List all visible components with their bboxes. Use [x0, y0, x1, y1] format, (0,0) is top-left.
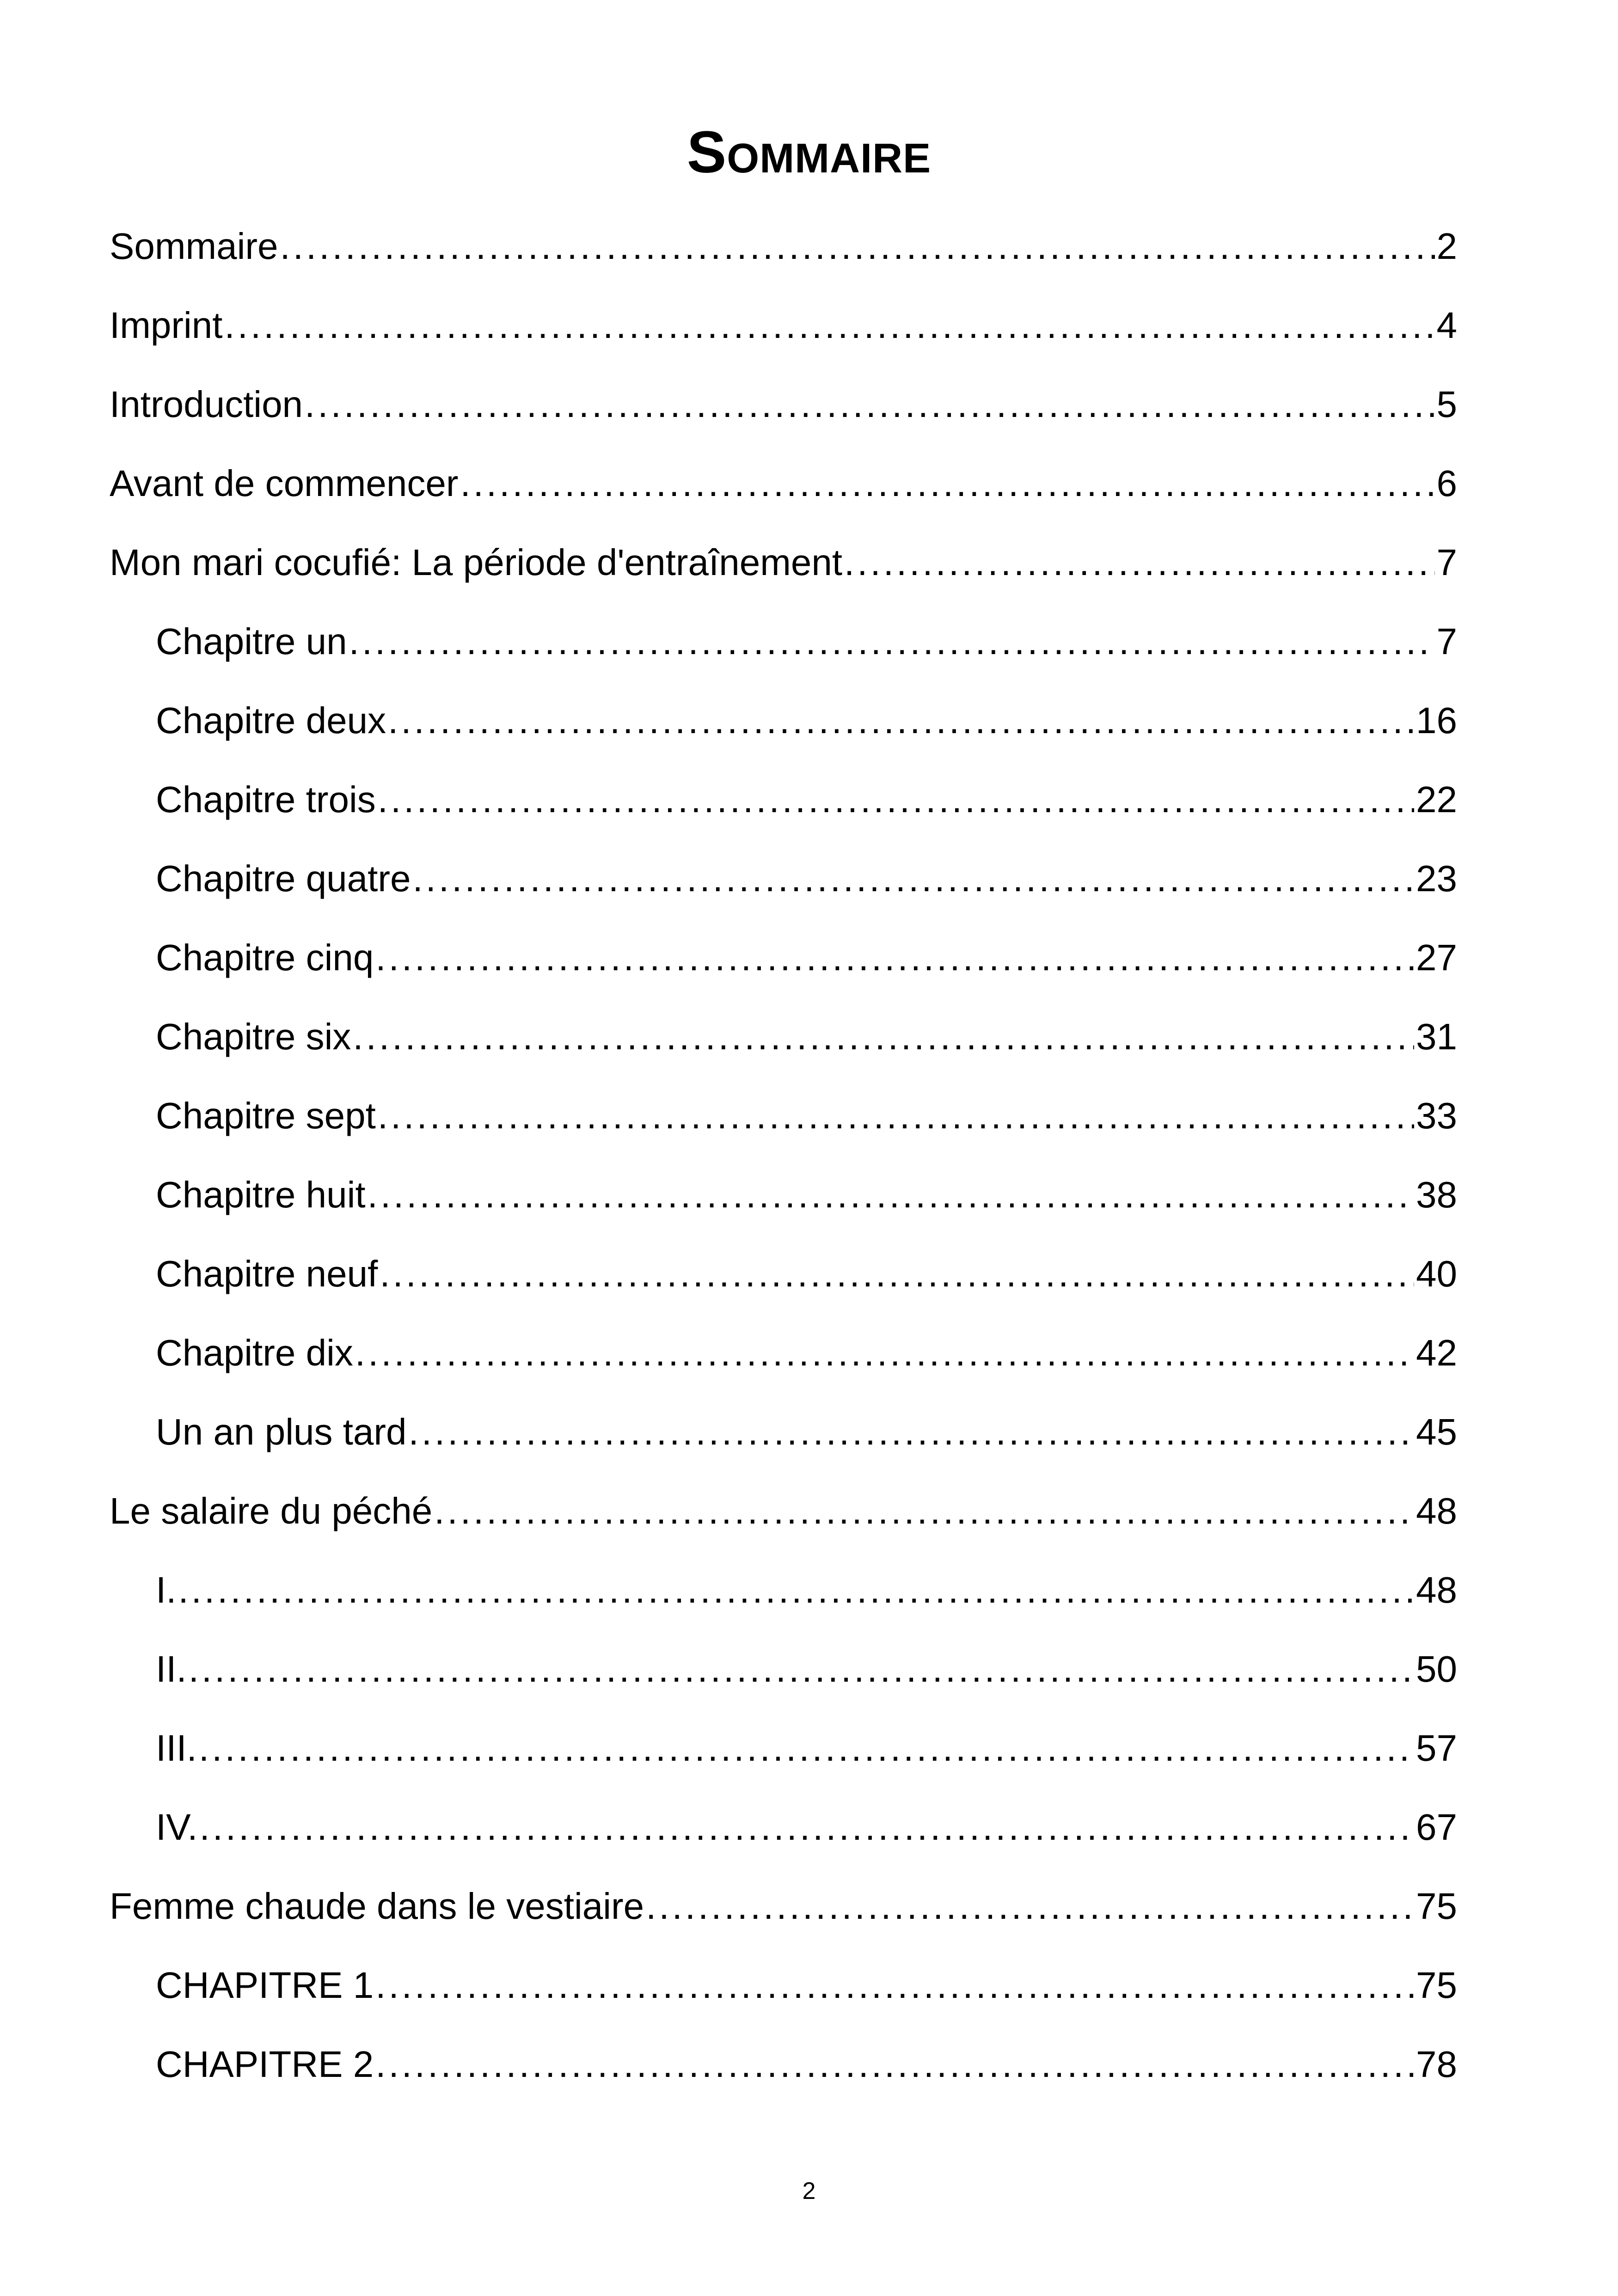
table-of-contents	[110, 212, 1457, 2109]
toc-entry[interactable]	[110, 1555, 1457, 1635]
toc-entry-label: II.	[156, 1648, 187, 1690]
toc-entry[interactable]	[110, 765, 1457, 844]
toc-entry-page-number: 48	[1416, 1490, 1457, 1531]
dot-leader	[378, 765, 1414, 834]
toc-entry[interactable]	[110, 212, 1457, 291]
toc-entry-page-number: 50	[1416, 1648, 1457, 1690]
toc-entry-page-number: 16	[1416, 700, 1457, 741]
dot-leader	[225, 291, 1435, 360]
toc-entry[interactable]	[110, 2030, 1457, 2109]
toc-entry[interactable]	[110, 1872, 1457, 1951]
toc-entry-page-number: 23	[1416, 858, 1457, 899]
toc-entry-label: Un an plus tard	[156, 1411, 407, 1452]
dot-leader	[434, 1476, 1414, 1546]
toc-entry[interactable]	[110, 1081, 1457, 1160]
dot-leader	[353, 1002, 1414, 1071]
toc-entry[interactable]	[110, 1793, 1457, 1872]
page-title: Sommaire	[686, 119, 932, 185]
toc-entry[interactable]	[110, 844, 1457, 923]
toc-entry-label: Chapitre huit	[156, 1174, 366, 1215]
dot-leader	[349, 607, 1435, 676]
dot-leader	[460, 449, 1434, 518]
toc-entry-label: Chapitre neuf	[156, 1253, 378, 1294]
toc-entry-label: III.	[156, 1727, 197, 1769]
dot-leader	[178, 1555, 1414, 1625]
toc-entry-page-number: 45	[1416, 1411, 1457, 1452]
toc-entry[interactable]	[110, 449, 1457, 528]
toc-entry[interactable]	[110, 686, 1457, 765]
toc-entry-page-number: 5	[1436, 384, 1457, 425]
toc-entry[interactable]	[110, 528, 1457, 607]
toc-entry-page-number: 38	[1416, 1174, 1457, 1215]
toc-entry-label: Chapitre un	[156, 621, 347, 662]
toc-entry-page-number: 78	[1416, 2044, 1457, 2085]
dot-leader	[375, 2030, 1414, 2099]
toc-entry[interactable]	[110, 923, 1457, 1002]
dot-leader	[378, 1081, 1414, 1151]
dot-leader	[412, 844, 1414, 913]
dot-leader	[280, 212, 1435, 281]
toc-entry-label: Imprint	[110, 305, 223, 346]
toc-entry[interactable]	[110, 1160, 1457, 1239]
toc-entry[interactable]	[110, 1002, 1457, 1081]
toc-entry-page-number: 22	[1416, 779, 1457, 820]
dot-leader	[305, 370, 1434, 439]
toc-entry-page-number: 6	[1436, 463, 1457, 504]
toc-entry-page-number: 75	[1416, 1965, 1457, 2006]
toc-entry[interactable]	[110, 607, 1457, 686]
toc-entry-page-number: 2	[1436, 226, 1457, 267]
toc-entry-page-number: 4	[1436, 305, 1457, 346]
dot-leader	[380, 1239, 1414, 1309]
toc-entry-label: Sommaire	[110, 226, 278, 267]
toc-entry-label: Chapitre dix	[156, 1332, 353, 1373]
toc-entry-page-number: 33	[1416, 1095, 1457, 1136]
toc-entry[interactable]	[110, 1318, 1457, 1397]
toc-entry-page-number: 7	[1436, 621, 1457, 662]
toc-entry-page-number: 48	[1416, 1569, 1457, 1610]
toc-entry-label: Chapitre deux	[156, 700, 386, 741]
toc-entry-label: Chapitre sept	[156, 1095, 376, 1136]
toc-entry-page-number: 27	[1416, 937, 1457, 978]
toc-entry-label: CHAPITRE 1	[156, 1965, 374, 2006]
dot-leader	[199, 1793, 1414, 1862]
dot-leader	[388, 686, 1414, 755]
toc-entry[interactable]	[110, 1397, 1457, 1476]
toc-entry-label: Femme chaude dans le vestiaire	[110, 1886, 644, 1927]
toc-entry-page-number: 7	[1436, 542, 1457, 583]
toc-entry[interactable]	[110, 1635, 1457, 1714]
toc-entry-label: IV.	[156, 1806, 198, 1848]
toc-entry-label: Chapitre trois	[156, 779, 376, 820]
toc-entry-label: Chapitre quatre	[156, 858, 411, 899]
toc-entry-page-number: 40	[1416, 1253, 1457, 1294]
toc-entry-label: I.	[156, 1569, 177, 1610]
toc-entry-page-number: 75	[1416, 1886, 1457, 1927]
dot-leader	[199, 1714, 1414, 1783]
dot-leader	[355, 1318, 1414, 1388]
toc-entry[interactable]	[110, 1476, 1457, 1555]
toc-entry-label: Avant de commencer	[110, 463, 459, 504]
dot-leader	[375, 923, 1414, 992]
toc-entry[interactable]	[110, 1239, 1457, 1318]
toc-entry-label: Mon mari cocufié: La période d'entraînement	[110, 542, 843, 583]
toc-entry[interactable]	[110, 370, 1457, 449]
dot-leader	[844, 528, 1434, 597]
toc-entry-label: Chapitre cinq	[156, 937, 374, 978]
dot-leader	[375, 1951, 1414, 2020]
dot-leader	[409, 1397, 1414, 1467]
toc-entry-label: Chapitre six	[156, 1016, 351, 1057]
toc-entry-page-number: 67	[1416, 1806, 1457, 1848]
toc-entry-page-number: 42	[1416, 1332, 1457, 1373]
toc-entry-page-number: 31	[1416, 1016, 1457, 1057]
dot-leader	[189, 1635, 1414, 1704]
toc-entry[interactable]	[110, 291, 1457, 370]
dot-leader	[368, 1160, 1414, 1230]
toc-entry-page-number: 57	[1416, 1727, 1457, 1769]
toc-entry[interactable]	[110, 1951, 1457, 2030]
toc-entry-label: Le salaire du péché	[110, 1490, 433, 1531]
toc-entry[interactable]	[110, 1714, 1457, 1793]
dot-leader	[646, 1872, 1414, 1941]
toc-entry-label: CHAPITRE 2	[156, 2044, 374, 2085]
page-number: 2	[802, 2178, 816, 2204]
toc-entry-label: Introduction	[110, 384, 303, 425]
